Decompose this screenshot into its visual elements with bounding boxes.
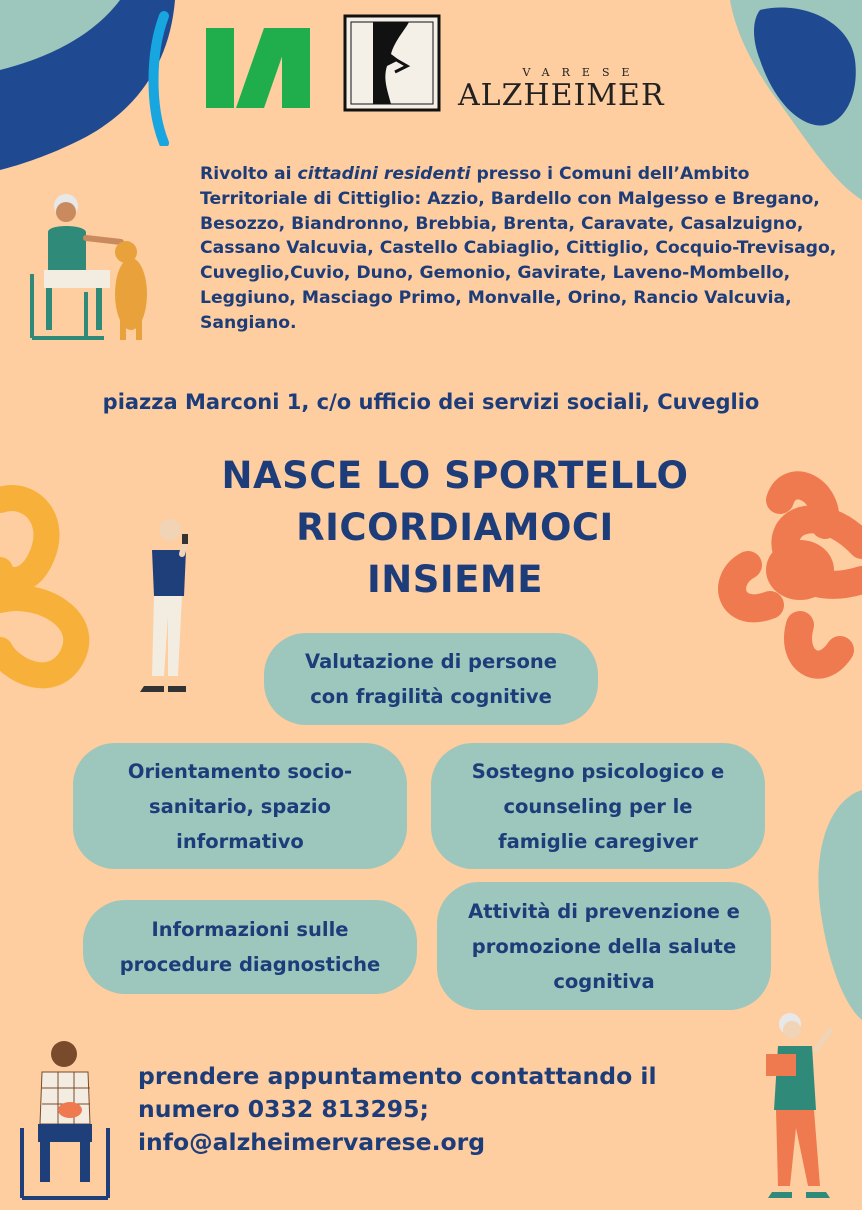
service-5-line-3: cognitiva — [553, 969, 655, 993]
yellow-flower-left — [0, 498, 76, 675]
intro-paragraph — [200, 162, 840, 336]
service-pill-informazioni — [83, 900, 417, 994]
service-4-line-1: Informazioni sulle — [151, 918, 349, 941]
contact-block — [138, 1060, 738, 1159]
service-2-line-3: informativo — [176, 829, 304, 853]
w-logo-icon — [146, 8, 316, 146]
service-3-line-3: famiglie caregiver — [498, 829, 698, 853]
alzheimer-logo-subtitle: VARESE — [522, 66, 642, 79]
contact-line-1: prendere appuntamento contattando il — [138, 1062, 657, 1090]
intro-municipalities: presso i Comuni dell’Ambito Territoriale di Cittiglio: Azzio, Bardello con Malgesso e Bregano, Besozzo, Biandronno, Brebbia, Brenta, Caravate, Casalzuigno, Cassano Valcuvia, Castello Cabiaglio, Cittiglio, Cocquio-Trevisago, Cuveglio,Cuvio, Duno, Gemonio, Gavirate, Laveno-Mombello, Leggiuno, Masciago Primo, Monvalle, Orino, Rancio Valcuvia, Sangiano. — [200, 164, 837, 333]
service-1-line-1: Valutazione di persone — [305, 650, 557, 673]
contact-phone: numero 0332 813295; — [138, 1095, 429, 1123]
service-2-line-1: Orientamento socio- — [127, 759, 353, 783]
man-wheelchair-illustration-icon — [18, 1038, 114, 1206]
service-5-line-1: Attività di prevenzione e — [468, 899, 740, 923]
headline — [150, 450, 760, 606]
service-pill-prevenzione — [437, 882, 771, 1010]
man-standing-phone-illustration-icon — [130, 516, 200, 694]
intro-prefix: Rivolto ai — [200, 164, 298, 184]
headline-line-1: NASCE LO SPORTELLO — [221, 454, 689, 497]
service-3-line-1: Sostegno psicologico e — [471, 759, 725, 783]
intro-emphasis: cittadini residenti — [297, 164, 471, 184]
address-line: piazza Marconi 1, c/o ufficio dei servizi sociali, Cuveglio — [102, 390, 760, 414]
service-pill-valutazione — [264, 633, 598, 725]
headline-line-3: INSIEME — [366, 558, 544, 601]
service-1-line-2: con fragilità cognitive — [310, 685, 552, 708]
woman-tablet-illustration-icon — [760, 1010, 850, 1204]
service-3-line-2: counseling per le — [503, 794, 693, 818]
woman-wheelchair-dog-illustration-icon — [26, 192, 158, 344]
service-pill-sostegno — [431, 743, 765, 869]
service-pill-orientamento — [73, 743, 407, 869]
alzheimer-logo-name: ALZHEIMER — [458, 78, 665, 113]
contact-email: info@alzheimervarese.org — [138, 1128, 486, 1156]
service-5-line-2: promozione della salute — [471, 934, 737, 958]
service-2-line-2: sanitario, spazio — [149, 794, 331, 818]
teal-leaf-right — [818, 790, 862, 1020]
alzheimer-varese-mark-icon — [343, 14, 441, 112]
service-4-line-2: procedure diagnostiche — [119, 953, 381, 976]
headline-line-2: RICORDIAMOCI — [296, 506, 614, 549]
